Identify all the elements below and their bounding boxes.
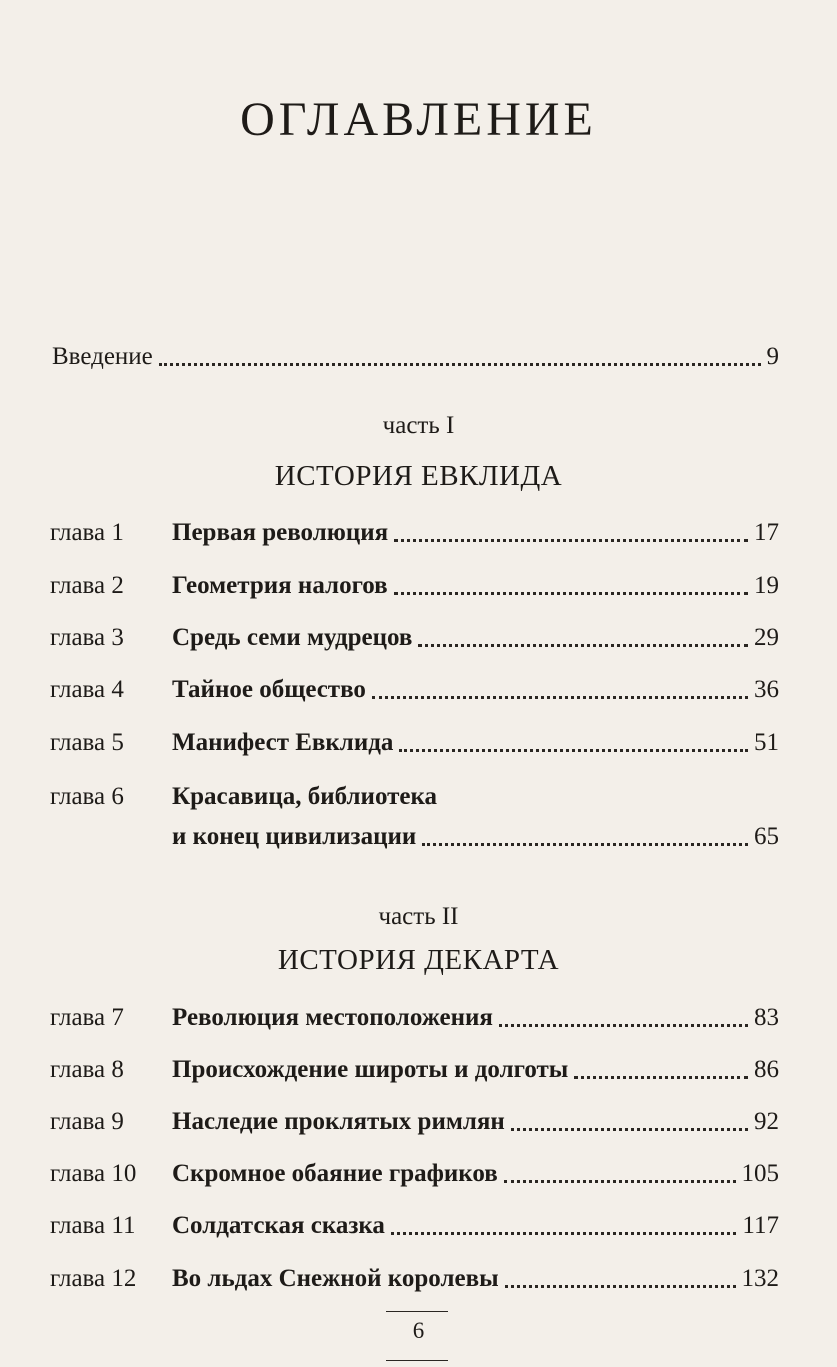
toc-entry[interactable] bbox=[50, 1050, 779, 1090]
toc-entry[interactable] bbox=[50, 1259, 779, 1299]
entry-name: Солдатская сказка bbox=[172, 1212, 385, 1239]
entry-name: Во льдах Снежной королевы bbox=[172, 1265, 499, 1292]
entry-name: Геометрия налогов bbox=[172, 572, 388, 599]
entry-page: 19 bbox=[754, 572, 779, 599]
chapter-number: глава 9 bbox=[50, 1108, 124, 1135]
toc-entry[interactable] bbox=[50, 1206, 779, 1246]
entry-page: 65 bbox=[754, 823, 779, 850]
page-number-rule-top bbox=[386, 1311, 448, 1312]
dot-leader bbox=[504, 1180, 736, 1183]
toc-entry[interactable] bbox=[50, 777, 779, 857]
dot-leader bbox=[399, 749, 748, 752]
entry-name: Первая революция bbox=[172, 519, 389, 546]
part-label: часть I bbox=[382, 412, 455, 439]
page-number: 6 bbox=[412, 1318, 425, 1343]
entry-page: 105 bbox=[741, 1160, 779, 1187]
toc-entry[interactable] bbox=[50, 513, 779, 553]
toc-title: ОГЛАВЛЕНИЕ bbox=[240, 93, 597, 146]
part-title: ИСТОРИЯ ДЕКАРТА bbox=[277, 944, 560, 976]
toc-entry[interactable] bbox=[50, 618, 779, 658]
dot-leader bbox=[159, 363, 761, 366]
chapter-number: глава 1 bbox=[50, 519, 124, 546]
toc-entry[interactable] bbox=[50, 723, 779, 763]
entry-page: 132 bbox=[741, 1265, 779, 1292]
chapter-number: глава 6 bbox=[50, 783, 124, 810]
chapter-number: глава 5 bbox=[50, 729, 124, 756]
page-number-rule-bottom bbox=[386, 1360, 448, 1361]
entry-name-line1: Красавица, библиотека bbox=[172, 783, 438, 810]
dot-leader bbox=[511, 1128, 748, 1131]
chapter-number: глава 12 bbox=[50, 1265, 137, 1292]
dot-leader bbox=[394, 592, 748, 595]
toc-entry[interactable] bbox=[50, 998, 779, 1038]
entry-page: 36 bbox=[754, 676, 779, 703]
entry-page: 29 bbox=[754, 624, 779, 651]
dot-leader bbox=[394, 539, 748, 542]
toc-entry[interactable] bbox=[50, 670, 779, 710]
toc-entry[interactable] bbox=[50, 1154, 779, 1194]
entry-name: Революция местоположения bbox=[172, 1004, 493, 1031]
entry-page: 51 bbox=[754, 729, 779, 756]
entry-name: Происхождение широты и долготы bbox=[172, 1056, 569, 1083]
entry-page: 83 bbox=[754, 1004, 779, 1031]
dot-leader bbox=[499, 1024, 748, 1027]
entry-name: и конец цивилизации bbox=[172, 823, 417, 850]
chapter-number: глава 2 bbox=[50, 572, 124, 599]
entry-name: Тайное общество bbox=[172, 676, 366, 703]
entry-name: Наследие проклятых римлян bbox=[172, 1108, 505, 1135]
chapter-number: глава 4 bbox=[50, 676, 124, 703]
toc-entry[interactable] bbox=[50, 566, 779, 606]
chapter-number: глава 11 bbox=[50, 1212, 136, 1239]
entry-page: 86 bbox=[754, 1056, 779, 1083]
chapter-number: глава 8 bbox=[50, 1056, 124, 1083]
entry-page: 92 bbox=[754, 1108, 779, 1135]
entry-name: Скромное обаяние графиков bbox=[172, 1160, 498, 1187]
entry-page: 117 bbox=[742, 1212, 779, 1239]
dot-leader bbox=[391, 1232, 736, 1235]
toc-entry[interactable] bbox=[50, 1102, 779, 1142]
dot-leader bbox=[505, 1285, 736, 1288]
entry-name: Манифест Евклида bbox=[172, 729, 394, 756]
dot-leader bbox=[372, 696, 748, 699]
part-label: часть II bbox=[378, 903, 459, 930]
chapter-number: глава 7 bbox=[50, 1004, 124, 1031]
chapter-number: глава 10 bbox=[50, 1160, 137, 1187]
entry-name: Введение bbox=[52, 343, 153, 370]
dot-leader bbox=[418, 644, 748, 647]
entry-page: 17 bbox=[754, 519, 779, 546]
dot-leader bbox=[422, 843, 748, 846]
dot-leader bbox=[574, 1076, 748, 1079]
part-title: ИСТОРИЯ ЕВКЛИДА bbox=[274, 460, 563, 492]
entry-name: Средь семи мудрецов bbox=[172, 624, 413, 651]
entry-page: 9 bbox=[766, 343, 779, 370]
toc-entry-intro[interactable] bbox=[52, 337, 779, 377]
chapter-number: глава 3 bbox=[50, 624, 124, 651]
